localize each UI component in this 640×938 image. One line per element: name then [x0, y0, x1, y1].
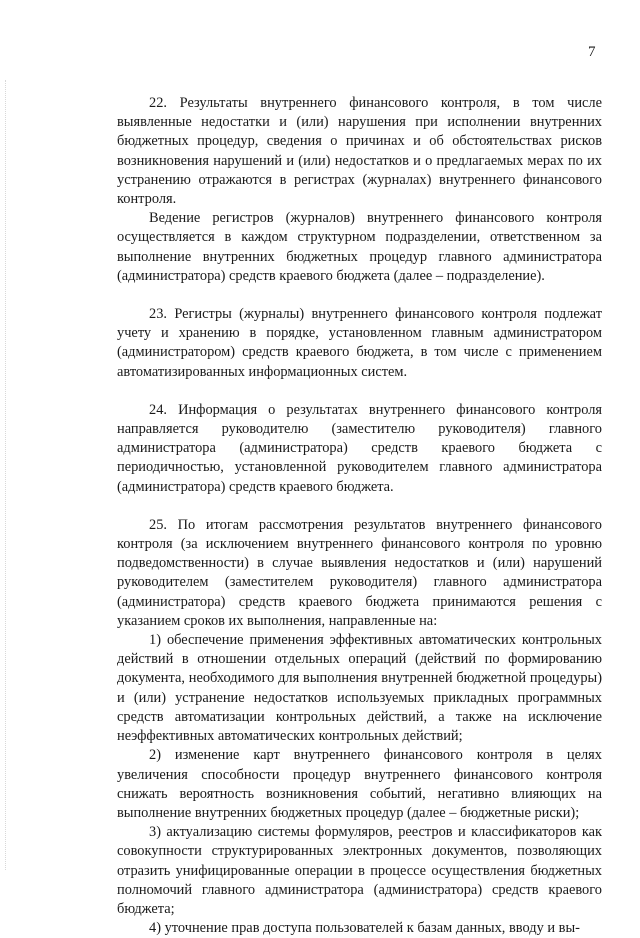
- list-item-4: 4) уточнение прав доступа пользователей к базам данных, вводу и вы-: [149, 920, 580, 937]
- paragraph-22-registers: Ведение регистров (журналов) внутреннего финансового контроля осуществляется в каждом структурном подразделении, ответственном за выполнение внутренних бюджетных процедур главного администратора (администратора) средств краевого бюджета (далее – подразделение).: [117, 210, 602, 284]
- paragraph-23: 23. Регистры (журналы) внутреннего финансового контроля подлежат учету и хранению в порядке, установленном главным администратором (администратором) средств краевого бюджета, в том числе с применением автоматизированных информационных систем.: [117, 306, 602, 380]
- paragraph-22: 22. Результаты внутреннего финансового контроля, в том числе выявленные недостатки и (или) нарушения при исполнении внутренних бюджетных процедур, сведения о причинах и об обстоятельствах рисков возникновения нарушений и (или) недостатков и о предлагаемых мерах по их устранению отражаются в регистрах (журналах) внутреннего финансового контроля.: [117, 95, 602, 208]
- page-number: 7: [588, 44, 596, 60]
- list-item-1: 1) обеспечение применения эффективных автоматических контрольных действий в отношении отдельных операций (действий по формированию документа, необходимого для выполнения внутренней бюджетной процедуры) и (или) устранение недостатков используемых прикладных программных средств автоматизации контрольных действий, а также на исключение неэффективных автоматических контрольных действий;: [117, 632, 602, 745]
- paragraph-24: 24. Информация о результатах внутреннего финансового контроля направляется руководителю (заместителю руководителя) главного администратора (администратора) средств краевого бюджета с периодичностью, установленной руководителем главного администратора (администратора) средств краевого бюджета.: [117, 401, 602, 495]
- list-item-2: 2) изменение карт внутреннего финансового контроля в целях увеличения способности процедур внутреннего финансового контроля снижать вероятность возникновения событий, негативно влияющих на выполнение внутренних бюджетных процедур (далее – бюджетные риски);: [117, 747, 602, 821]
- document-body: [117, 94, 602, 938]
- paragraph-25: 25. По итогам рассмотрения результатов внутреннего финансового контроля (за исключением внутреннего финансового контроля по уровню подведомственности) в случае выявления недостатков и (или) нарушений руководителем (заместителем руководителя) главного администратора (администратора) средств краевого бюджета принимаются решения с указанием сроков их выполнения, направленные на:: [117, 516, 602, 629]
- scan-edge-marks: [5, 80, 8, 870]
- list-item-3: 3) актуализацию системы формуляров, реестров и классификаторов как совокупности структурированных электронных документов, позволяющих отразить унифицированные операции в процессе осуществления бюджетных полномочий главного администратора (администратора) средств краевого бюджета;: [117, 824, 602, 917]
